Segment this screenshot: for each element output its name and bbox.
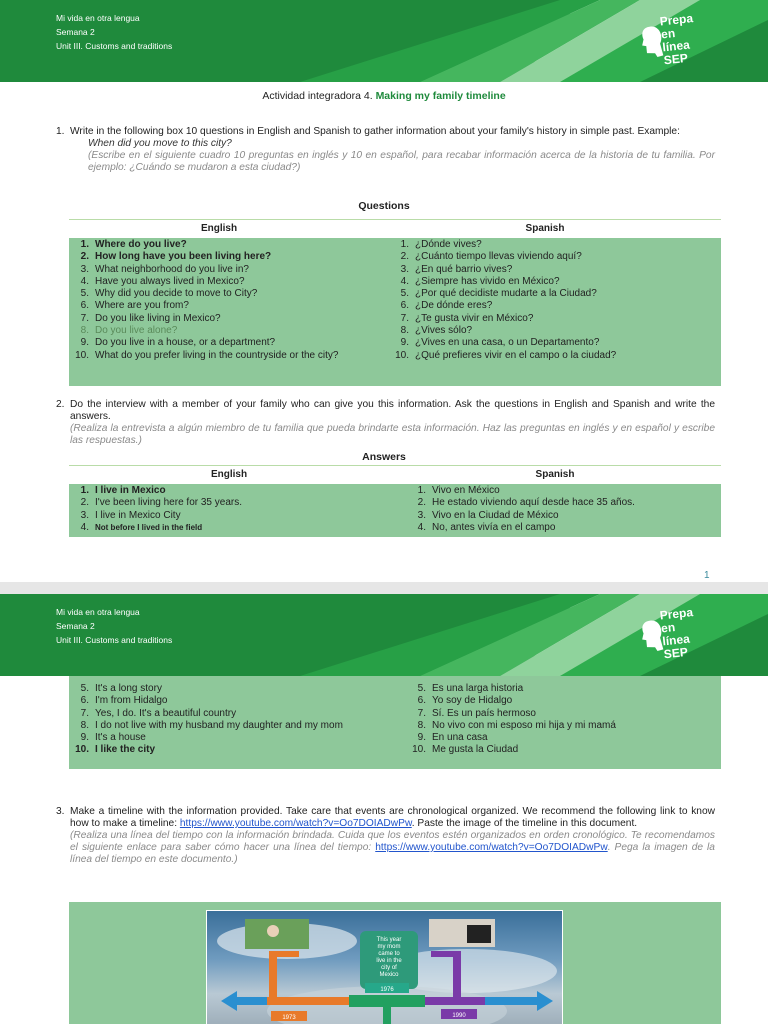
instruction-3-number: 3. bbox=[56, 806, 65, 817]
list-item: 6. I'm from Hidalgo bbox=[80, 695, 168, 707]
answers-title: Answers bbox=[362, 451, 406, 463]
list-item: 10. What do you prefer living in the countryside or the city? bbox=[75, 349, 339, 361]
answers-header-spanish: Spanish bbox=[535, 469, 575, 480]
instruction-1-example: When did you move to this city? bbox=[88, 138, 232, 149]
answers-spanish-column bbox=[406, 485, 721, 534]
list-item: 9. Do you live in a house, or a department? bbox=[80, 337, 276, 349]
timeline-video-link-spanish[interactable]: https://www.youtube.com/watch?v=Oo7DOIADwPw bbox=[375, 842, 608, 853]
course-name: Mi vida en otra lengua bbox=[56, 13, 140, 23]
timeline-year-middle: 1976 bbox=[380, 987, 394, 993]
questions-header-spanish: Spanish bbox=[525, 223, 565, 234]
arrow-right-icon bbox=[537, 991, 553, 1011]
list-item: 6. Yo soy de Hidalgo bbox=[417, 695, 513, 707]
list-item: 2. ¿Cuánto tiempo llevas viviendo aquí? bbox=[400, 251, 582, 263]
list-item: 6. Where are you from? bbox=[80, 300, 189, 312]
list-item: 4. No, antes vivía en el campo bbox=[417, 521, 556, 533]
logo-line-1: Prepa en bbox=[659, 11, 694, 42]
arrow-left-icon bbox=[221, 991, 237, 1011]
timeline-year-right: 1990 bbox=[452, 1013, 466, 1019]
timeline-year-left: 1973 bbox=[282, 1015, 296, 1021]
timeline-note-line-1: This year bbox=[376, 937, 402, 943]
list-item: 8. Do you live alone? bbox=[80, 325, 178, 337]
instruction-2-number: 2. bbox=[56, 399, 65, 410]
list-item: 1. Where do you live? bbox=[80, 239, 187, 250]
list-item: 2. How long have you been living here? bbox=[80, 251, 272, 263]
instruction-3-spanish-after: . Pega la imagen de la línea del tiempo en este documento.) bbox=[70, 842, 715, 865]
timeline-image-panel bbox=[69, 902, 721, 1024]
list-item: 4. Not before I lived in the field bbox=[80, 521, 203, 533]
list-item: 10. Me gusta la Ciudad bbox=[412, 744, 519, 756]
instruction-1-text: Write in the following box 10 questions in English and Spanish to gather information about your family's history in simple past. Example: bbox=[70, 126, 680, 137]
header-text bbox=[56, 11, 172, 53]
answers-english-column bbox=[69, 485, 389, 534]
activity-title bbox=[0, 90, 768, 102]
list-item: 1. Vivo en México bbox=[417, 485, 500, 496]
week-label: Semana 2 bbox=[56, 27, 95, 37]
list-item: 2. He estado viviendo aquí desde hace 35 años. bbox=[417, 497, 635, 509]
unit-label: Unit III. Customs and traditions bbox=[56, 635, 173, 645]
list-item: 9. ¿Vives en una casa, o un Departamento? bbox=[400, 337, 600, 349]
answers-body bbox=[69, 484, 721, 537]
list-item: 4. Have you always lived in Mexico? bbox=[80, 275, 245, 287]
page-header bbox=[0, 0, 768, 82]
questions-body bbox=[69, 238, 721, 386]
instruction-3 bbox=[56, 806, 715, 866]
questions-table bbox=[69, 220, 721, 386]
list-item: 4. ¿Siempre has vivido en México? bbox=[400, 275, 560, 287]
questions-header-english: English bbox=[200, 223, 238, 234]
list-item: 6. ¿De dónde eres? bbox=[400, 300, 493, 312]
list-item: 7. Do you like living in Mexico? bbox=[80, 312, 221, 324]
instruction-1-spanish: (Escribe en el siguiente cuadro 10 preguntas en inglés y 10 en español, para recabar información acerca de la historia de tu familia. Por ejemplo: ¿Cuándo se mudaron a esta ciudad?) bbox=[88, 150, 715, 173]
list-item: 2. I've been living here for 35 years. bbox=[80, 497, 242, 509]
list-item: 5. ¿Por qué decidiste mudarte a la Ciudad? bbox=[400, 288, 597, 300]
list-item: 7. Yes, I do. It's a beautiful country bbox=[80, 707, 237, 719]
instruction-3-spanish-before: (Realiza una línea del tiempo con la información brindada. Cuida que los eventos estén organizados en orden cronológico. Te recomendamos el siguiente enlace para saber cómo hacer una línea del tiempo: bbox=[70, 830, 715, 853]
logo-line-2: línea bbox=[661, 37, 691, 55]
instruction-2-spanish: (Realiza la entrevista a algún miembro de tu familia que pueda brindarte esta información. Haz las preguntas en inglés y en español y escribe las respuestas.) bbox=[70, 423, 715, 446]
list-item: 5. It's a long story bbox=[80, 683, 162, 694]
list-item: 8. I do not live with my husband my daughter and my mom bbox=[80, 719, 343, 731]
list-item: 1. ¿Dónde vives? bbox=[400, 239, 482, 250]
timeline-note-line-6: Mexico bbox=[379, 972, 399, 978]
instruction-1 bbox=[56, 126, 715, 174]
instruction-3-spanish bbox=[70, 830, 715, 866]
answers-spanish-column-continued bbox=[406, 683, 721, 757]
list-item: 3. ¿En qué barrio vives? bbox=[400, 263, 513, 275]
list-item: 5. Why did you decide to move to City? bbox=[80, 288, 258, 300]
course-name: Mi vida en otra lengua bbox=[56, 607, 140, 617]
timeline-note-line-4: live in the bbox=[376, 958, 402, 964]
instruction-2 bbox=[56, 399, 715, 447]
page-separator bbox=[0, 582, 768, 594]
timeline-image bbox=[206, 910, 563, 1024]
answers-body-continued bbox=[69, 676, 721, 769]
instruction-1-number: 1. bbox=[56, 126, 65, 137]
timeline-note-line-2: my mom bbox=[377, 944, 401, 950]
document-page-2 bbox=[0, 594, 768, 1024]
answers-header-english: English bbox=[210, 469, 248, 480]
prepa-en-linea-logo bbox=[637, 604, 714, 667]
activity-name: Making my family timeline bbox=[375, 90, 506, 102]
timeline-graphic bbox=[207, 911, 563, 1024]
questions-title: Questions bbox=[358, 200, 410, 212]
page-number: 1 bbox=[704, 570, 710, 581]
list-item: 3. Vivo en la Ciudad de México bbox=[417, 509, 559, 521]
list-item: 8. No vivo con mi esposo mi hija y mi mamá bbox=[417, 719, 616, 731]
list-item: 3. What neighborhood do you live in? bbox=[80, 263, 249, 275]
logo-line-1: Prepa en bbox=[659, 605, 694, 636]
logo-head-icon bbox=[638, 617, 665, 653]
questions-english-column bbox=[69, 239, 379, 374]
logo-head-icon bbox=[638, 23, 665, 59]
list-item: 9. En una casa bbox=[417, 732, 488, 744]
instruction-3-text-after: . Paste the image of the timeline in this document. bbox=[411, 818, 638, 829]
logo-line-3: SEP bbox=[663, 644, 689, 662]
page-header bbox=[0, 594, 768, 676]
logo-line-2: línea bbox=[661, 631, 691, 649]
list-item: 5. Es una larga historia bbox=[417, 683, 524, 694]
list-item: 3. I live in Mexico City bbox=[80, 509, 181, 521]
timeline-video-link[interactable]: https://www.youtube.com/watch?v=Oo7DOIADwPw bbox=[179, 818, 412, 829]
timeline-note-line-3: came to bbox=[378, 951, 400, 957]
list-item: 1. I live in Mexico bbox=[80, 485, 166, 496]
list-item: 9. It's a house bbox=[80, 732, 146, 744]
questions-spanish-column bbox=[389, 239, 719, 362]
activity-prefix: Actividad integradora 4. bbox=[262, 90, 373, 102]
instruction-2-text: Do the interview with a member of your family who can give you this information. Ask the questions in English and Spanish and write the answers. bbox=[70, 399, 715, 422]
unit-label: Unit III. Customs and traditions bbox=[56, 41, 173, 51]
header-text bbox=[56, 605, 172, 647]
logo-line-3: SEP bbox=[663, 50, 689, 68]
list-item: 8. ¿Vives sólo? bbox=[400, 325, 473, 337]
instruction-3-text bbox=[70, 806, 715, 830]
week-label: Semana 2 bbox=[56, 621, 95, 631]
timeline-note-line-5: city of bbox=[381, 965, 397, 971]
list-item: 10. ¿Qué prefieres vivir en el campo o la ciudad? bbox=[395, 349, 617, 361]
list-item: 7. ¿Te gusta vivir en México? bbox=[400, 312, 534, 324]
answers-table bbox=[69, 466, 721, 538]
list-item: 10. I like the city bbox=[75, 744, 156, 756]
answers-english-column-continued bbox=[69, 683, 389, 757]
instruction-3-text-before: Make a timeline with the information provided. Take care that events are chronological organized. We recommend the following link to know how to make a timeline: bbox=[70, 806, 715, 829]
answers-table-continued bbox=[69, 676, 721, 769]
list-item: 7. Sí. Es un país hermoso bbox=[417, 707, 536, 719]
prepa-en-linea-logo bbox=[637, 10, 714, 73]
